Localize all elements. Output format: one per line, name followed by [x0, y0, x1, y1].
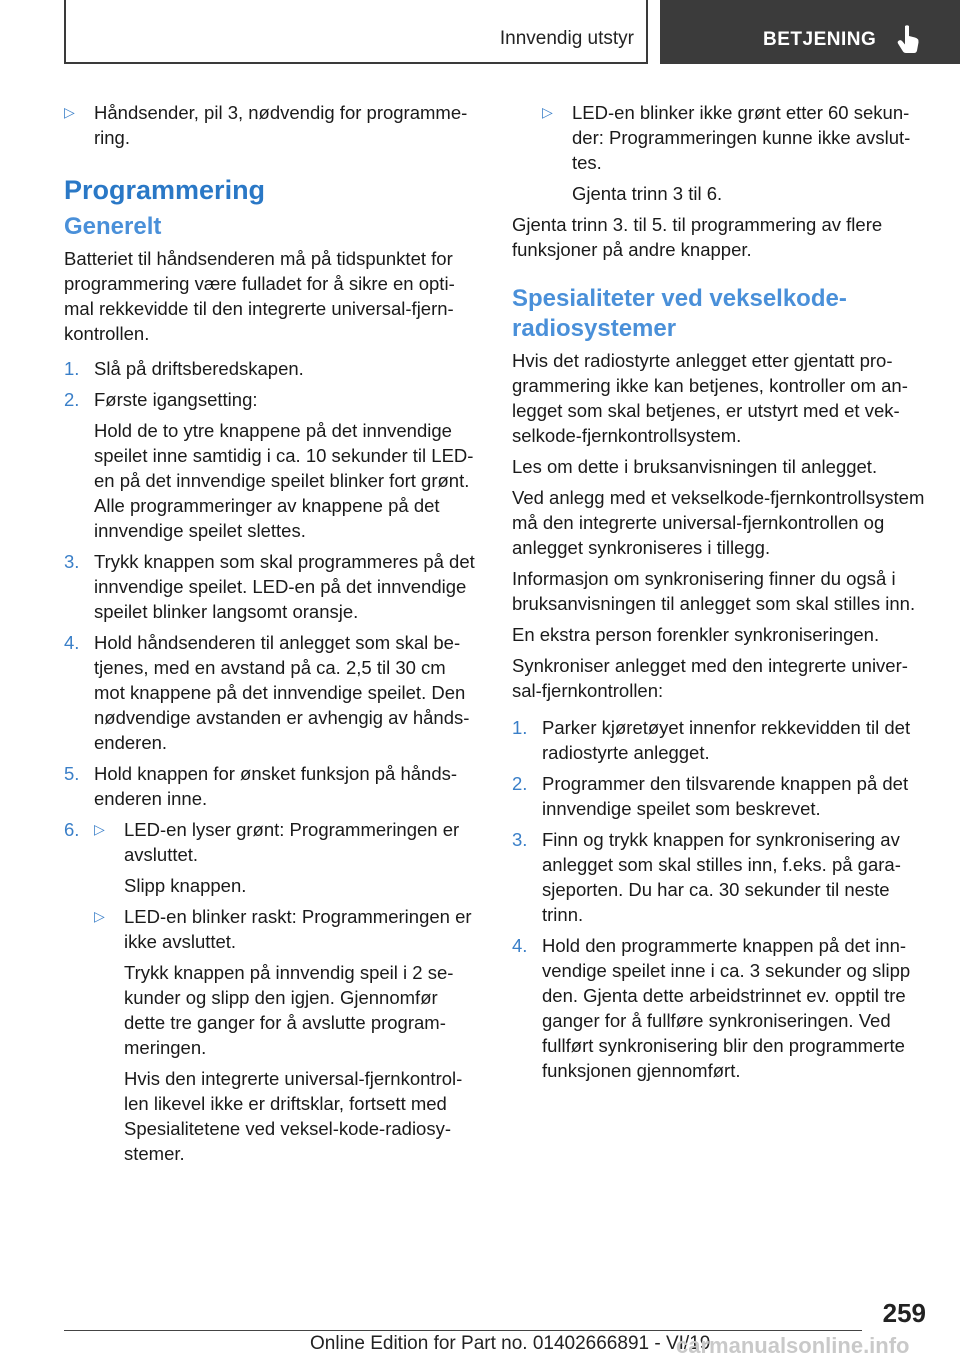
- section-heading: Programmering: [64, 175, 266, 205]
- left-column: [64, 100, 478, 1172]
- triangle-bullet-icon: ▷: [542, 104, 553, 120]
- step-number: 1.: [64, 358, 80, 379]
- step-number: 5.: [64, 763, 80, 784]
- step-number: 4.: [64, 632, 80, 653]
- bullet-text: LED-en lyser grønt: Programmeringen er avsluttet.: [124, 819, 460, 865]
- step-number: 3.: [64, 551, 80, 572]
- list-item: [64, 549, 478, 624]
- bullet-text: LED-en blinker ikke grønt etter 60 sekunder: Programmeringen kunne ikke avsluttes.: [572, 102, 911, 173]
- intro-bullet: [64, 100, 478, 150]
- step-text: Hold håndsenderen til anlegget som skal betjenes, med en avstand på ca. 2,5 til 30 cm mot knappene på det innvendige speilet. Den nødvendige avstanden er avhengig av håndsenderen.: [94, 632, 470, 753]
- bullet-continuation: Slipp knappen.: [124, 875, 247, 896]
- sub-bullet: [94, 817, 478, 898]
- bullet-continuation: Trykk knappen på innvendig speil i 2 sekunder og slipp den igjen. Gjennomfør dette tre ganger for å avslutte programmeringen.: [124, 962, 454, 1058]
- list-item: [64, 761, 478, 811]
- edition-note: Online Edition for Part no. 01402666891 - VI/19: [310, 1333, 711, 1354]
- paragraph: En ekstra person forenkler synkroniseringen.: [512, 624, 880, 645]
- section-box: [64, 0, 648, 64]
- step-text: Parker kjøretøyet innenfor rekkevidden til det radiostyrte anlegget.: [542, 717, 911, 763]
- step-text: Første igangsetting:: [94, 389, 258, 410]
- step-text: Programmer den tilsvarende knappen på det innvendige speilet som beskrevet.: [542, 773, 909, 819]
- list-item: [512, 827, 926, 927]
- subsection-heading: Spesialiteter ved vekselkode-radiosystemer: [512, 285, 847, 342]
- step-text: Slå på driftsberedskapen.: [94, 358, 304, 379]
- paragraph: Les om dette i bruksanvisningen til anlegget.: [512, 456, 878, 477]
- list-item: [512, 715, 926, 765]
- bullet-text: LED-en blinker raskt: Programmeringen er ikke avsluttet.: [124, 906, 472, 952]
- step-number: 2.: [64, 389, 80, 410]
- paragraph: Informasjon om synkronisering finner du også i bruksanvisningen til anlegget som skal stilles inn.: [512, 568, 916, 614]
- list-item: [64, 630, 478, 755]
- step-text: Trykk knappen som skal programmeres på det innvendige speilet. LED-en på det innvendige speilet blinker langsomt oransje.: [94, 551, 475, 622]
- triangle-bullet-icon: ▷: [94, 908, 105, 924]
- page-number: 259: [882, 1298, 926, 1328]
- chapter-label: BETJENING: [763, 29, 877, 50]
- paragraph: Ved anlegg med et vekselkode-fjernkontrollsystem må den integrerte universal-fjernkontrollen og anlegget synkroniseres i tillegg.: [512, 487, 925, 558]
- step-number: 6.: [64, 819, 80, 840]
- triangle-bullet-icon: ▷: [64, 104, 75, 120]
- subsection-heading: Generelt: [64, 213, 162, 240]
- right-column: [512, 100, 926, 1089]
- steps-list: [512, 715, 926, 1083]
- watermark: carmanualsonline.info: [676, 1333, 910, 1358]
- step-text: Hold den programmerte knappen på det innvendige speilet inne i ca. 3 sekunder og slipp den. Gjenta dette arbeidstrinnet ev. opptil tre ganger for å fullføre synkroniseringen. Ved fullført synkronisering blir den programmerte funksjonen gjennomført.: [542, 935, 911, 1081]
- step-text: Finn og trykk knappen for synkronisering av anlegget som skal stilles inn, f.eks. på garasjeporten. Du har ca. 30 sekunder til neste trinn.: [542, 829, 901, 925]
- list-item: [64, 356, 478, 381]
- paragraph: Batteriet til håndsenderen må på tidspunktet for programmering være fulladet for å sikre en optimal rekkevidde til den integrerte universal-fjernkontrollen.: [64, 248, 455, 344]
- list-item: [512, 771, 926, 821]
- chapter-tab: [660, 0, 960, 64]
- bullet-text: Håndsender, pil 3, nødvendig for programmering.: [94, 102, 468, 148]
- paragraph: Hvis det radiostyrte anlegget etter gjentatt programmering ikke kan betjenes, kontroller om anlegget som skal betjenes, er utstyrt med et vekselkode-fjernkontrollsystem.: [512, 350, 908, 446]
- page-header: [0, 0, 960, 66]
- step-text: Hold knappen for ønsket funksjon på håndsenderen inne.: [94, 763, 458, 809]
- steps-list: [64, 356, 478, 1166]
- bullet-item: [542, 100, 926, 206]
- step-number: 1.: [512, 717, 528, 738]
- step-number: 3.: [512, 829, 528, 850]
- step-continuation: Hold de to ytre knappene på det innvendige speilet inne samtidig i ca. 10 sekunder til LED-en på det innvendige speilet blinker fort grønt. Alle programmeringer av knappene på det innvendige speilet slettes.: [94, 420, 474, 541]
- footer-divider: [64, 1330, 862, 1331]
- section-title: Innvendig utstyr: [499, 28, 634, 49]
- list-item: [64, 817, 478, 1166]
- paragraph: Synkroniser anlegget med den integrerte universal-fjernkontrollen:: [512, 655, 908, 701]
- step-number: 4.: [512, 935, 528, 956]
- paragraph: Gjenta trinn 3. til 5. til programmering av flere funksjoner på andre knapper.: [512, 214, 883, 260]
- bullet-continuation: Gjenta trinn 3 til 6.: [572, 183, 723, 204]
- sub-bullet: [94, 904, 478, 1166]
- triangle-bullet-icon: ▷: [94, 821, 105, 837]
- list-item: [512, 933, 926, 1083]
- step-number: 2.: [512, 773, 528, 794]
- hand-pointer-icon: [896, 24, 922, 54]
- list-item: [64, 387, 478, 543]
- bullet-continuation: Hvis den integrerte universal-fjernkontrollen likevel ikke er driftsklar, fortsett med Spesialitetene ved veksel-kode-radiosystemer.: [124, 1068, 463, 1164]
